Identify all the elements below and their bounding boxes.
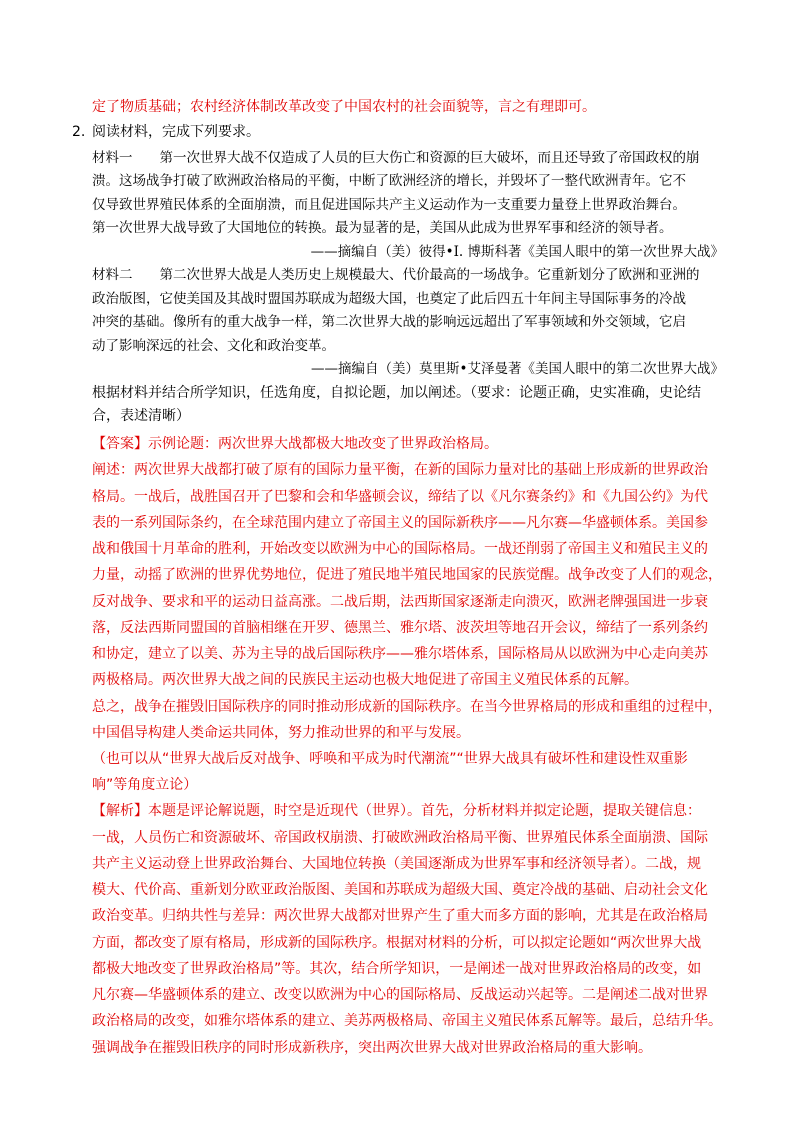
analysis-line: 强调战争在摧毁旧秩序的同时形成新秩序，突出两次世界大战对世界政治格局的重大影响。 [92,1040,652,1056]
analysis-line: 一战，人员伤亡和资源破坏、帝国政权崩溃、打破欧洲政治格局平衡、世界殖民体系全面崩溃、国际 [92,830,708,846]
answer-line: 战和俄国十月革命的胜利，开始改变以欧洲为中心的国际格局。一战还削弱了帝国主义和殖民主义的 [92,541,708,557]
material2-source: ——摘编自（美）莫里斯•艾泽曼著《美国人眼中的第二次世界大战》 [311,361,724,377]
answer-line: 中国倡导构建人类命运共同体，努力推动世界的和平与发展。 [92,725,470,741]
analysis-line: 都极大地改变了世界政治格局”等。其次，结合所学知识，一是阐述一战对世界政治格局的改变，如 [92,961,702,977]
material1-line: 溃。这场战争打破了欧洲政治格局的平衡，中断了欧洲经济的增长，并毁坏了一整代欧洲青年。它不 [92,173,686,189]
analysis-line: 政治格局的改变，如雅尔塔体系的建立、美苏两极格局、帝国主义殖民体系瓦解等。最后，总结升华。 [92,1013,722,1029]
answer-line: 总之，战争在摧毁旧国际秩序的同时推动形成新的国际秩序。在当今世界格局的形成和重组的过程中， [92,699,722,715]
answer-line: 和协定，建立了以美、苏为主导的战后国际秩序——雅尔塔体系，国际格局从以欧洲为中心走向美苏 [92,646,708,662]
requirement-line: 合，表述清晰） [92,408,190,424]
analysis-line: 方面，都改变了原有格局，形成新的国际秩序。根据对材料的分析，可以拟定论题如“两次世界大战 [92,935,702,951]
material2-line: 冲突的基础。像所有的重大战争一样，第二次世界大战的影响远远超出了军事领域和外交领域，它启 [92,314,686,330]
answer-line: 【答案】示例论题：两次世界大战都极大地改变了世界政治格局。 [92,436,498,452]
material1-line: 材料一 第一次世界大战不仅造成了人员的巨大伤亡和资源的巨大破坏，而且还导致了帝国政权的崩 [92,150,700,166]
answer-line: 两极格局。两次世界大战之间的民族民主运动也极大地促进了帝国主义殖民体系的瓦解。 [92,672,638,688]
answer-line: 格局。一战后，战胜国召开了巴黎和会和华盛顿会议，缔结了以《凡尔赛条约》和《九国公约》为代 [92,489,708,505]
analysis-line: 【解析】本题是评论解说题，时空是近现代（世界）。首先，分析材料并拟定论题，提取关键信息： [92,803,701,819]
answer-line: 力量，动摇了欧洲的世界优势地位，促进了殖民地半殖民地国家的民族觉醒。战争改变了人们的观念， [92,567,722,583]
material1-line: 第一次世界大战导致了大国地位的转换。最为显著的是，美国从此成为世界军事和经济的领导者。 [92,220,673,236]
previous-answer-tail: 定了物质基础；农村经济体制改革改变了中国农村的社会面貌等，言之有理即可。 [92,99,596,115]
analysis-line: 政治变革。归纳共性与差异：两次世界大战都对世界产生了重大而多方面的影响，尤其是在政治格局 [92,908,708,924]
answer-line: 反对战争、要求和平的运动日益高涨。二战后期，法西斯国家逐渐走向溃灭，欧洲老牌强国进一步衰 [92,594,708,610]
material2-line: 政治版图，它使美国及其战时盟国苏联成为超级大国，也奠定了此后四五十年间主导国际事务的冷战 [92,291,686,307]
answer-line: 阐述：两次世界大战都打破了原有的国际力量平衡，在新的国际力量对比的基础上形成新的世界政治 [92,462,708,478]
answer-line: 表的一系列国际条约，在全球范围内建立了帝国主义的国际新秩序——凡尔赛—华盛顿体系。美国参 [92,515,708,531]
question-prompt: 阅读材料，完成下列要求。 [92,124,260,140]
requirement-line: 根据材料并结合所学知识，任选角度，自拟论题，加以阐述。（要求：论题正确，史实准确，史论结 [92,385,701,401]
material2-line: 材料二 第二次世界大战是人类历史上规模最大、代价最高的一场战争。它重新划分了欧洲和亚洲的 [92,267,700,283]
answer-line: （也可以从“世界大战后反对战争、呼唤和平成为时代潮流”“世界大战具有破坏性和建设性双重影 [92,751,688,767]
material1-source: ——摘编自（美）彼得•Ⅰ. 博斯科著《美国人眼中的第一次世界大战》 [310,244,724,260]
analysis-line: 凡尔赛—华盛顿体系的建立、改变以欧洲为中心的国际格局、反战运动兴起等。二是阐述二战对世界 [92,987,708,1003]
material1-line: 仅导致世界殖民体系的全面崩溃，而且促进国际共产主义运动作为一支重要力量登上世界政治舞台。 [92,197,686,213]
analysis-line: 模大、代价高、重新划分欧亚政治版图、美国和苏联成为超级大国、奠定冷战的基础、启动社会文化 [92,882,708,898]
question-number: 2. [72,124,86,140]
material2-line: 动了影响深远的社会、文化和政治变革。 [92,338,335,354]
analysis-line: 共产主义运动登上世界政治舞台、大国地位转换（美国逐渐成为世界军事和经济领导者）。二战，规 [92,856,701,872]
answer-line: 落，反法西斯同盟国的首脑相继在开罗、德黑兰、雅尔塔、波茨坦等地召开会议，缔结了一系列条约 [92,620,708,636]
answer-line: 响”等角度立论） [92,777,198,793]
